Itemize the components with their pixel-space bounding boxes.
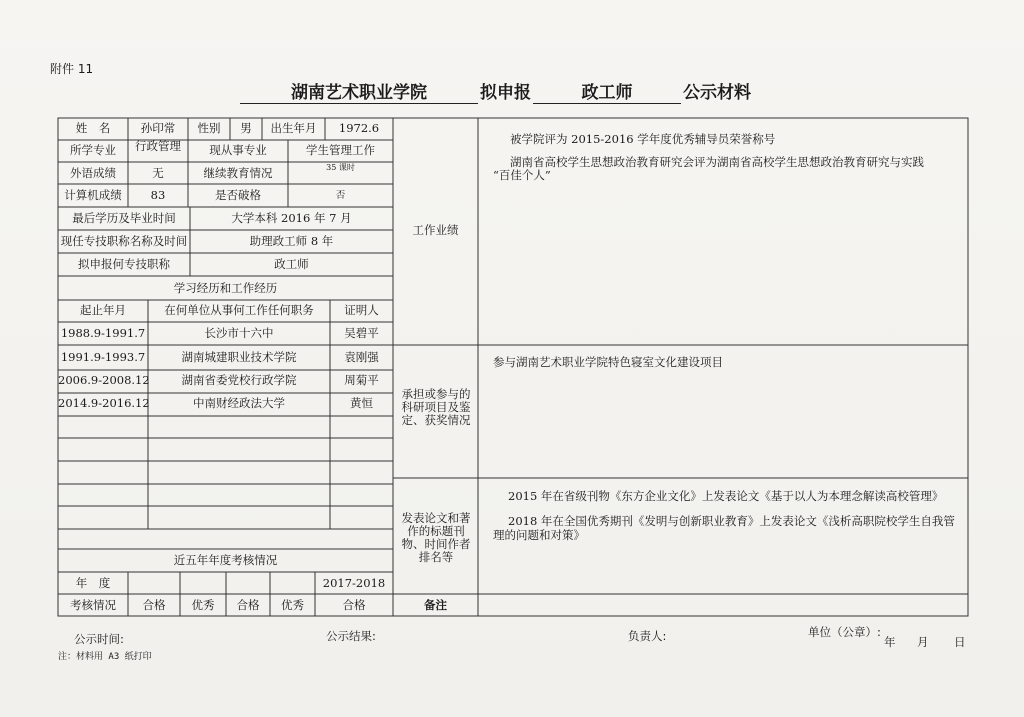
work-label: 工作业绩: [412, 223, 459, 237]
history-row-witness: 吴碧平: [344, 326, 379, 340]
history-col-unit: 在何单位从事何工作任何职务: [164, 303, 314, 317]
title-school: 湖南艺术职业学院: [240, 78, 478, 104]
papers-label: 发表论文和著作的标题刊物、时间作者排名等: [401, 511, 471, 564]
remarks-label: 备注: [424, 598, 447, 612]
footer-unit-seal: 单位（公章）:: [808, 625, 881, 639]
history-row-unit: 湖南城建职业技术学院: [181, 350, 297, 364]
birth-label: 出生年月: [270, 121, 317, 135]
footer-year: 年: [884, 635, 896, 649]
language-label: 外语成绩: [70, 166, 116, 180]
history-col-period: 起止年月: [80, 303, 126, 317]
edu-value: 大学本科 2016 年 7 月: [231, 211, 352, 225]
cont-edu-label: 继续教育情况: [203, 166, 273, 180]
history-row-unit: 中南财经政法大学: [193, 396, 285, 410]
assessment-result-label: 考核情况: [70, 598, 116, 612]
assessment-result: 合格: [142, 598, 166, 612]
history-section-label: 学习经历和工作经历: [173, 281, 278, 295]
history-row-unit: 长沙市十六中: [204, 326, 274, 340]
assessment-year-label: 年 度: [75, 576, 111, 590]
cont-edu-value: 35 课时: [326, 163, 355, 172]
assessment-result: 优秀: [281, 598, 304, 612]
title-value: 助理政工师 8 年: [249, 234, 334, 248]
assessment-result: 优秀: [191, 598, 215, 612]
title-label: 现任专技职称名称及时间: [60, 234, 188, 248]
paper-line: 理的问题和对策》: [493, 528, 585, 542]
history-row-period: 1991.9-1993.7: [60, 350, 146, 364]
name-value: 孙印常: [140, 121, 176, 135]
language-value: 无: [152, 166, 164, 180]
footer-responsible: 负责人:: [628, 629, 667, 643]
footer-day: 日: [954, 635, 966, 649]
history-row-period: 2014.9-2016.12: [58, 396, 150, 410]
computer-value: 83: [150, 188, 166, 202]
research-line: 参与湖南艺术职业学院特色寝室文化建设项目: [493, 355, 723, 369]
gender-value: 男: [240, 121, 252, 135]
gender-label: 性别: [197, 121, 221, 135]
title-position: 政工师: [533, 78, 681, 104]
history-col-witness: 证明人: [344, 303, 379, 317]
attachment-number: 附件 11: [50, 62, 94, 76]
history-row-period: 2006.9-2008.12: [58, 373, 150, 387]
computer-label: 计算机成绩: [64, 188, 122, 202]
footer-note: 注：材料用 A3 纸打印: [58, 652, 152, 662]
apply-title-value: 政工师: [274, 257, 309, 271]
assessment-section-label: 近五年年度考核情况: [173, 553, 278, 567]
assessment-year-last: 2017-2018: [322, 576, 386, 590]
work-line: 被学院评为 2015-2016 学年度优秀辅导员荣誉称号: [510, 132, 776, 146]
work-line: “百佳个人”: [493, 168, 551, 182]
footer-month: 月: [917, 635, 929, 649]
title-suffix: 公示材料: [683, 83, 751, 103]
major-label: 所学专业: [70, 143, 116, 157]
history-row-witness: 袁刚强: [344, 350, 379, 364]
assessment-result: 合格: [236, 598, 260, 612]
edu-label: 最后学历及毕业时间: [72, 211, 176, 225]
apply-title-label: 拟申报何专技职称: [78, 257, 170, 271]
current-job-label: 现从事专业: [209, 143, 267, 157]
history-row-period: 1988.9-1991.7: [60, 326, 146, 340]
exception-label: 是否破格: [215, 188, 261, 202]
footer-publicity-result: 公示结果:: [326, 629, 376, 643]
history-row-witness: 周菊平: [344, 373, 379, 387]
paper-line: 2015 年在省级刊物《东方企业文化》上发表论文《基于以人为本理念解读高校管理》: [508, 489, 944, 503]
major-value: 行政管理: [135, 139, 181, 153]
current-job-value: 学生管理工作: [306, 143, 375, 157]
research-label: 承担或参与的科研项目及鉴定、获奖情况: [401, 387, 471, 427]
birth-value: 1972.6: [338, 121, 380, 135]
name-label: 姓 名: [75, 121, 111, 135]
exception-value: 否: [335, 190, 346, 201]
assessment-result: 合格: [342, 598, 366, 612]
paper-line: 2018 年在全国优秀期刊《发明与创新职业教育》上发表论文《浅析高职院校学生自我管: [508, 514, 955, 528]
title-apply-label: 拟申报: [480, 83, 531, 103]
history-row-unit: 湖南省委党校行政学院: [181, 373, 297, 387]
work-line: 湖南省高校学生思想政治教育研究会评为湖南省高校学生思想政治教育研究与实践: [510, 155, 924, 169]
footer-publicity-time: 公示时间:: [74, 632, 124, 646]
history-row-witness: 黄恒: [350, 396, 373, 410]
